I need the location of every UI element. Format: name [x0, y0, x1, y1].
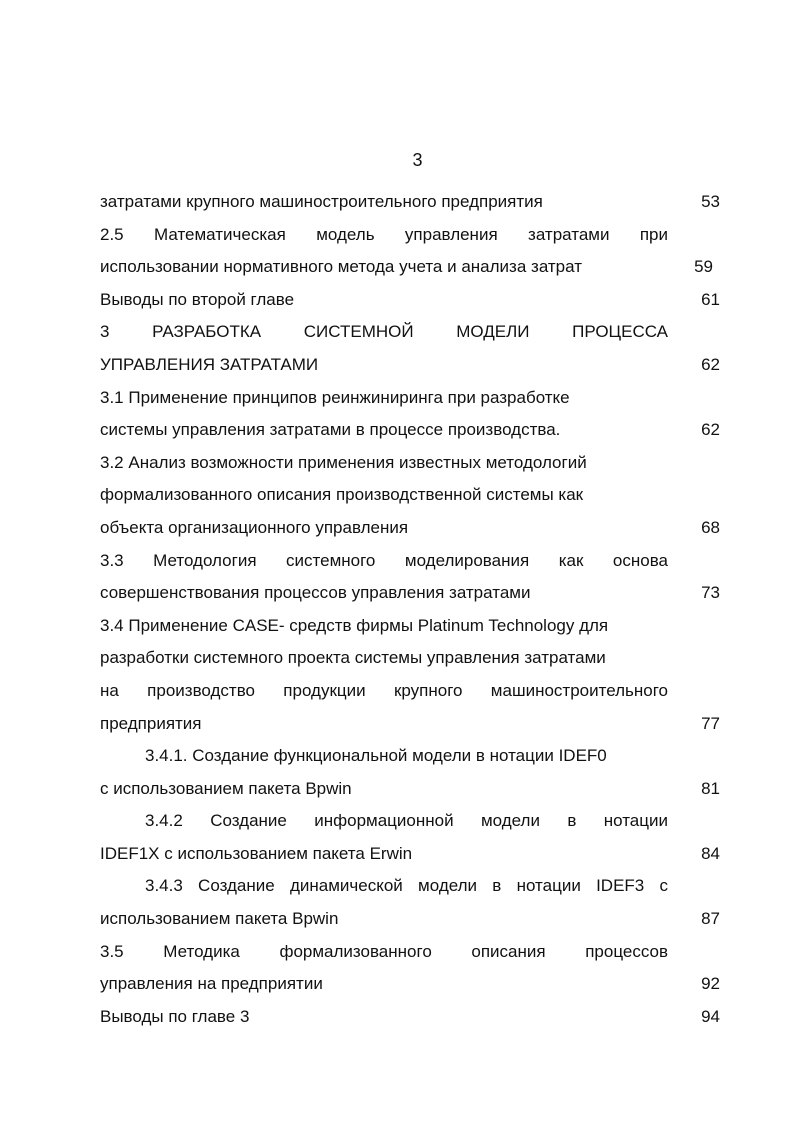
toc-entry-page: 77 — [701, 713, 720, 733]
toc-entry — [100, 447, 720, 480]
toc-entry — [100, 610, 720, 643]
toc-entry — [100, 545, 720, 578]
toc-entry-text: 3.1 Применение принципов реинжиниринга при разработке — [100, 387, 570, 407]
toc-entry — [100, 186, 720, 219]
toc-entry-text: на производство продукции крупного машиностроительного — [100, 680, 668, 700]
table-of-contents — [100, 186, 720, 1033]
toc-entry-page: 68 — [701, 517, 720, 537]
toc-entry — [100, 675, 720, 708]
toc-entry — [100, 968, 720, 1001]
toc-entry-text: предприятия — [100, 713, 202, 733]
toc-entry-text: УПРАВЛЕНИЯ ЗАТРАТАМИ — [100, 354, 319, 374]
toc-entry-text: затратами крупного машиностроительного предприятия — [100, 192, 543, 211]
toc-entry-page: 62 — [701, 420, 720, 440]
toc-entry-text: управления на предприятии — [100, 974, 323, 994]
toc-entry — [100, 382, 720, 415]
toc-entry-text: 3.4 Применение CASE- средств фирмы Platinum Technology для — [100, 615, 609, 635]
toc-entry-text: 3.5 Методика формализованного описания процессов — [100, 941, 668, 961]
toc-entry — [100, 284, 720, 317]
toc-entry-text: объекта организационного управления — [100, 517, 409, 537]
toc-entry-text: IDEF1X с использованием пакета Erwin — [100, 843, 413, 863]
toc-entry-page: 87 — [701, 909, 720, 929]
toc-entry-text: 3.3 Методология системного моделирования как основа — [100, 550, 668, 570]
toc-entry-page: 73 — [701, 583, 720, 603]
toc-entry-text: с использованием пакета Bpwin — [100, 778, 352, 798]
toc-entry — [100, 708, 720, 741]
toc-entry — [100, 936, 720, 969]
toc-entry-text: 2.5 Математическая модель управления затратами при — [100, 224, 668, 244]
toc-entry — [100, 903, 720, 936]
toc-entry-page: 62 — [701, 354, 720, 374]
toc-entry — [100, 479, 720, 512]
toc-entry-page: 84 — [701, 843, 720, 863]
toc-entry-text: совершенствования процессов управления затратами — [100, 583, 531, 603]
toc-entry-text: 3.4.2 Создание информационной модели в нотации — [145, 811, 668, 831]
toc-entry-page: 59 — [694, 257, 713, 277]
toc-entry-text: 3.4.1. Создание функциональной модели в нотации IDEF0 — [145, 746, 607, 766]
toc-entry — [100, 870, 720, 903]
toc-entry-page: 61 — [701, 289, 720, 309]
toc-entry — [100, 1001, 720, 1034]
page-number: 3 — [412, 150, 423, 170]
toc-entry-text: использованием пакета Bpwin — [100, 909, 339, 929]
toc-entry-page: 92 — [701, 974, 720, 994]
toc-entry-text: формализованного описания производственной системы как — [100, 485, 584, 505]
toc-entry — [100, 577, 720, 610]
toc-entry-text: Выводы по главе 3 — [100, 1006, 250, 1026]
toc-entry — [100, 251, 720, 284]
toc-entry — [100, 512, 720, 545]
toc-entry — [100, 805, 720, 838]
toc-entry — [100, 773, 720, 806]
toc-entry-page: 53 — [701, 192, 720, 211]
toc-entry-text: 3.4.3 Создание динамической модели в нотации IDEF3 с — [145, 876, 668, 896]
toc-entry — [100, 414, 720, 447]
toc-entry — [100, 642, 720, 675]
toc-entry-page: 94 — [701, 1006, 720, 1026]
toc-entry — [100, 838, 720, 871]
toc-entry-text: разработки системного проекта системы управления затратами — [100, 648, 606, 668]
toc-entry-text: 3 РАЗРАБОТКА СИСТЕМНОЙ МОДЕЛИ ПРОЦЕССА — [100, 322, 668, 342]
toc-entry-text: 3.2 Анализ возможности применения известных методологий — [100, 452, 587, 472]
toc-entry-page: 81 — [701, 778, 720, 798]
toc-entry — [100, 740, 720, 773]
toc-entry — [100, 349, 720, 382]
toc-entry-text: системы управления затратами в процессе производства. — [100, 420, 561, 440]
toc-entry — [100, 219, 720, 252]
toc-entry — [100, 316, 720, 349]
toc-entry-text: использовании нормативного метода учета и анализа затрат — [100, 257, 583, 277]
toc-entry-text: Выводы по второй главе — [100, 289, 295, 309]
